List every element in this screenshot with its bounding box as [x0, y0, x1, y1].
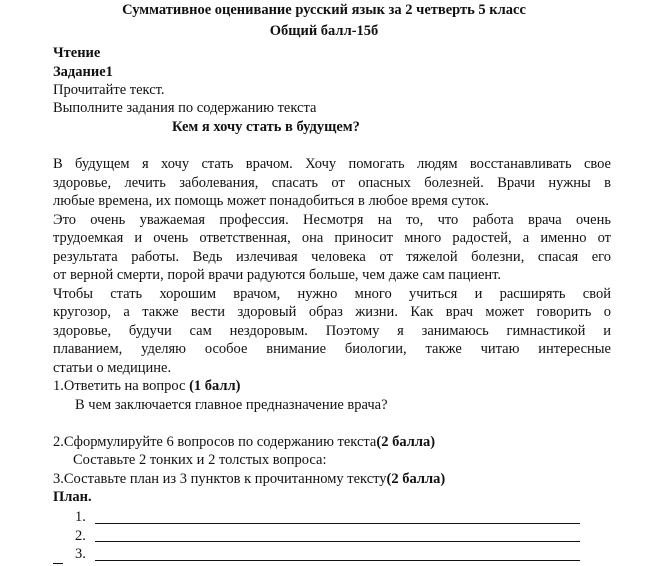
text-line: от верной смерти, порой врачи радуются больше, чем даже сам пациент.	[53, 267, 502, 283]
plan-item-number: 3.	[75, 546, 86, 562]
text-line: любые времена, их помощь может понадобиться в любое время суток.	[53, 193, 489, 209]
instruction-read: Прочитайте текст.	[53, 82, 165, 98]
task-heading: Задание1	[53, 64, 113, 80]
text-line: результата работы. Ведь излечивая человека от тяжелой болезни, спасая его	[53, 249, 611, 265]
instruction-tasks: Выполните задания по содержанию текста	[53, 100, 317, 116]
plan-answer-line[interactable]	[95, 541, 580, 542]
text-line: В будущем я хочу стать врачом. Хочу помогать людям восстанавливать свое	[53, 156, 611, 172]
text-line: здоровье, будучи сам нездоровым. Поэтому я занимаюсь гимнастикой и	[53, 323, 611, 339]
text-line: здоровье, лечить заболевания, спасать от опасных болезней. Врачи нужны в	[53, 175, 611, 191]
question-2-prompt: Составьте 2 тонких и 2 толстых вопроса:	[73, 452, 327, 468]
question-1-text: 1.Ответить на вопрос	[53, 378, 190, 394]
question-1-points: (1 балл)	[189, 378, 241, 394]
question-2-text: 2.Сформулируйте 6 вопросов по содержанию текста	[53, 434, 377, 450]
plan-answer-line[interactable]	[95, 523, 580, 524]
plan-item-number: 1.	[75, 509, 86, 525]
question-2	[53, 433, 435, 451]
plan-label: План.	[53, 489, 92, 505]
question-1	[53, 377, 241, 395]
plan-item-number: 2.	[75, 528, 86, 544]
section-heading: Чтение	[53, 45, 101, 61]
question-3-text: 3.Составьте план из 3 пунктов к прочитанному тексту	[53, 471, 387, 487]
plan-answer-line[interactable]	[95, 560, 580, 561]
question-2-points: (2 балла)	[376, 434, 436, 450]
worksheet-title: Суммативное оценивание русский язык за 2 четверть 5 класс	[122, 2, 526, 18]
text-line: Чтобы стать хорошим врачом, нужно много учиться и расширять свой	[53, 286, 611, 302]
text-line: Это очень уважаемая профессия. Несмотря на то, что работа врача очень	[53, 212, 611, 228]
text-line: статьи о медицине.	[53, 360, 172, 376]
text-line: трудоемкая и очень ответственная, она приносит много радостей, а именно от	[53, 230, 611, 246]
text-title: Кем я хочу стать в будущем?	[172, 119, 360, 135]
text-line: кругозор, а также вести здоровый образ жизни. Как врач может говорить о	[53, 304, 611, 320]
question-1-prompt: В чем заключается главное предназначение врача?	[75, 397, 388, 413]
text-line: плаванием, уделяю особое внимание биологии, также читаю интересные	[53, 341, 611, 357]
question-3-points: (2 балла)	[386, 471, 446, 487]
total-score: Общий балл-15б	[269, 23, 379, 39]
question-3	[53, 470, 445, 488]
margin-dash	[53, 563, 63, 564]
